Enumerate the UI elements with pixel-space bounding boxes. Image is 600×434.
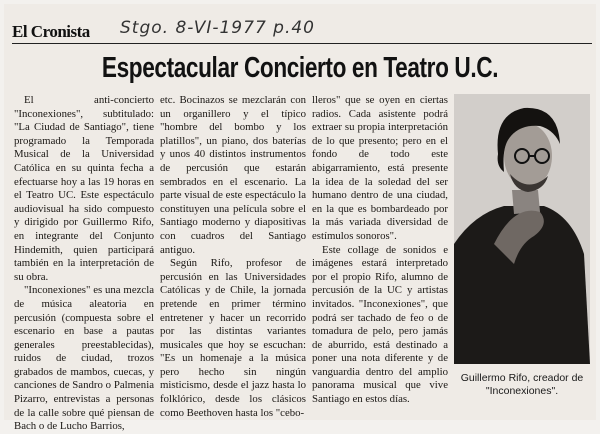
article-headline: Espectacular Concierto en Teatro U.C. bbox=[101, 52, 499, 84]
article-column-3 bbox=[312, 94, 448, 407]
portrait-photo bbox=[454, 94, 590, 364]
paragraph: etc. Bocinazos se mezclarán con un organillero y el típico "hombre del bombo y los platillos", un piano, dos baterías y unos 40 distintos instrumentos de percusión que estarán sembrados en el escenario. La parte visual de este espectáculo la constituyen una película sobre el Santiago moderno y diapositivas con cuadros del Santiago antiguo. bbox=[160, 94, 306, 256]
masthead-rule bbox=[12, 43, 592, 44]
article-column-2 bbox=[160, 94, 306, 420]
paragraph: lleros" que se oyen en ciertas radios. Cada asistente podrá extraer su propia interpretación de lo que presento; pero en el fondo de todo este abigarramiento, está presente la idea de la soledad del ser humano dentro de una ciudad, en la que es bombardeado por la más variada diversidad de estímulos sonoros". bbox=[312, 94, 448, 242]
paragraph: Según Rifo, profesor de percusión en las Universidades Católicas y de Chile, la jornada pretende en primer término entretener y hacer un recorrido por las distintas variantes musicales que hoy se escuchan: "Es un homenaje a la música pero hecho sin ningún misticismo, desde el jazz hasta lo folklórico, desde los clásicos como Beethoven hasta los "cebo- bbox=[160, 257, 306, 419]
photo-caption: Guillermo Rifo, creador de "Inconexiones". bbox=[460, 372, 584, 397]
portrait-illustration bbox=[454, 94, 590, 364]
paragraph: El anti-concierto "Inconexiones", subtitulado: "La Ciudad de Santiago", tiene programado la Temporada Musical de la Universidad Católica en su quinta fecha a efectuarse hoy a las 19 horas en el Teatro UC. Este espectáculo audiovisual ha sido compuesto y dirigido por Guillermo Rifo, en integrante del Conjunto Hindemith, quien participará también en la interpretación de su obra. bbox=[14, 94, 154, 283]
handwritten-date-note: Stgo. 8-VI-1977 p.40 bbox=[120, 18, 315, 38]
article-column-1 bbox=[14, 94, 154, 434]
paragraph: Este collage de sonidos e imágenes estará interpretado por el propio Rifo, alumno de percusión de la UC y artistas invitados. "Inconexiones", que podrá ser tachado de feo o de tomadura de pelo, pero jamás de aburrido, está destinado a poner una nota diferente y de vanguardia dentro del amplio panorama musical que vive Santiago en estos días. bbox=[312, 243, 448, 406]
paragraph: "Inconexiones" es una mezcla de música aleatoria en percusión (compuesta sobre el escenario en base a pautas generales preestablecidas), ruidos de ciudad, trozos grabados de mambos, cuecas, y canciones de Sandro o Palmenia Pizarro, entrevistas a personas de la calle sobre qué piensan de Bach o de Lucho Barrios, bbox=[14, 284, 154, 433]
newspaper-name: El Cronista bbox=[12, 22, 90, 41]
